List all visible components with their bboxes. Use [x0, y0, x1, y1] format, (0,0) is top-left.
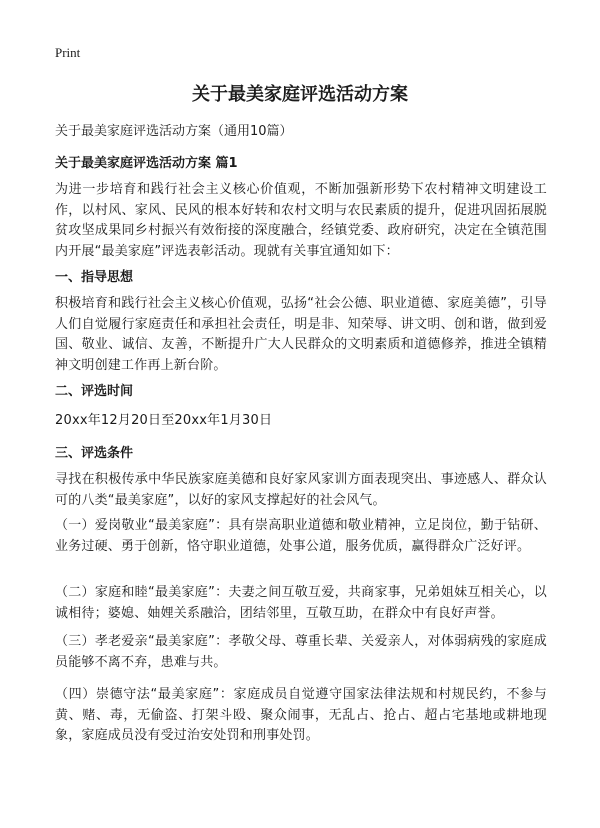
section-heading-selection-criteria: 三、评选条件 [55, 446, 134, 461]
print-link[interactable]: Print [55, 45, 81, 60]
selection-criteria-paragraph: 寻找在积极传承中华民族家庭美德和良好家风家训方面表现突出、事迹感人、群众认可的八类“最美家庭”，以好的家风支撑起好的社会风气。 [55, 472, 547, 508]
page-title: 关于最美家庭评选活动方案 [192, 84, 408, 105]
criteria-item-1: （一）爱岗敬业“最美家庭”：具有崇高职业道德和敬业精神，立足岗位，勤于钻研、业务过硬、勇于创新，恪守职业道德，处事公道，服务优质，赢得群众广泛好评。 [55, 518, 547, 554]
chapter-heading: 关于最美家庭评选活动方案 篇1 [55, 156, 238, 171]
criteria-item-2: （二）家庭和睦“最美家庭”：夫妻之间互敬互爱，共商家事，兄弟姐妹互相关心，以诚相待；婆媳、妯娌关系融洽，团结邻里，互敬互助，在群众中有良好声誉。 [55, 585, 547, 621]
section-heading-guiding-ideology: 一、指导思想 [55, 270, 134, 285]
document-subtitle: 关于最美家庭评选活动方案（通用10篇） [55, 124, 293, 139]
intro-paragraph: 为进一步培育和践行社会主义核心价值观，不断加强新形势下农村精神文明建设工作，以村风、家风、民风的根本好转和农村文明与农民素质的提升，促进巩固拓展脱贫攻坚成果同乡村振兴有效衔接的深度融合，经镇党委、政府研究，决定在全镇范围内开展“最美家庭”评选表彰活动。现就有关事宜通知如下： [55, 182, 547, 259]
criteria-item-3: （三）孝老爱亲“最美家庭”：孝敬父母、尊重长辈、关爱亲人，对体弱病残的家庭成员能够不离不弃，患难与共。 [55, 634, 547, 670]
guiding-ideology-paragraph: 积极培育和践行社会主义核心价值观，弘扬“社会公德、职业道德、家庭美德”，引导人们自觉履行家庭责任和承担社会责任，明是非、知荣辱、讲文明、创和谐，做到爱国、敬业、诚信、友善，不断提升广大人民群众的文明素质和道德修养，推进全镇精神文明创建工作再上新台阶。 [55, 296, 547, 373]
section-heading-selection-time: 二、评选时间 [55, 384, 134, 399]
criteria-item-4: （四）崇德守法“最美家庭”：家庭成员自觉遵守国家法律法规和村规民约，不参与黄、赌、毒，无偷盗、打架斗殴、聚众闹事，无乱占、抢占、超占宅基地或耕地现象，家庭成员没有受过治安处罚和刑事处罚。 [55, 687, 547, 743]
selection-time-paragraph: 20xx年12月20日至20xx年1月30日 [55, 413, 273, 428]
